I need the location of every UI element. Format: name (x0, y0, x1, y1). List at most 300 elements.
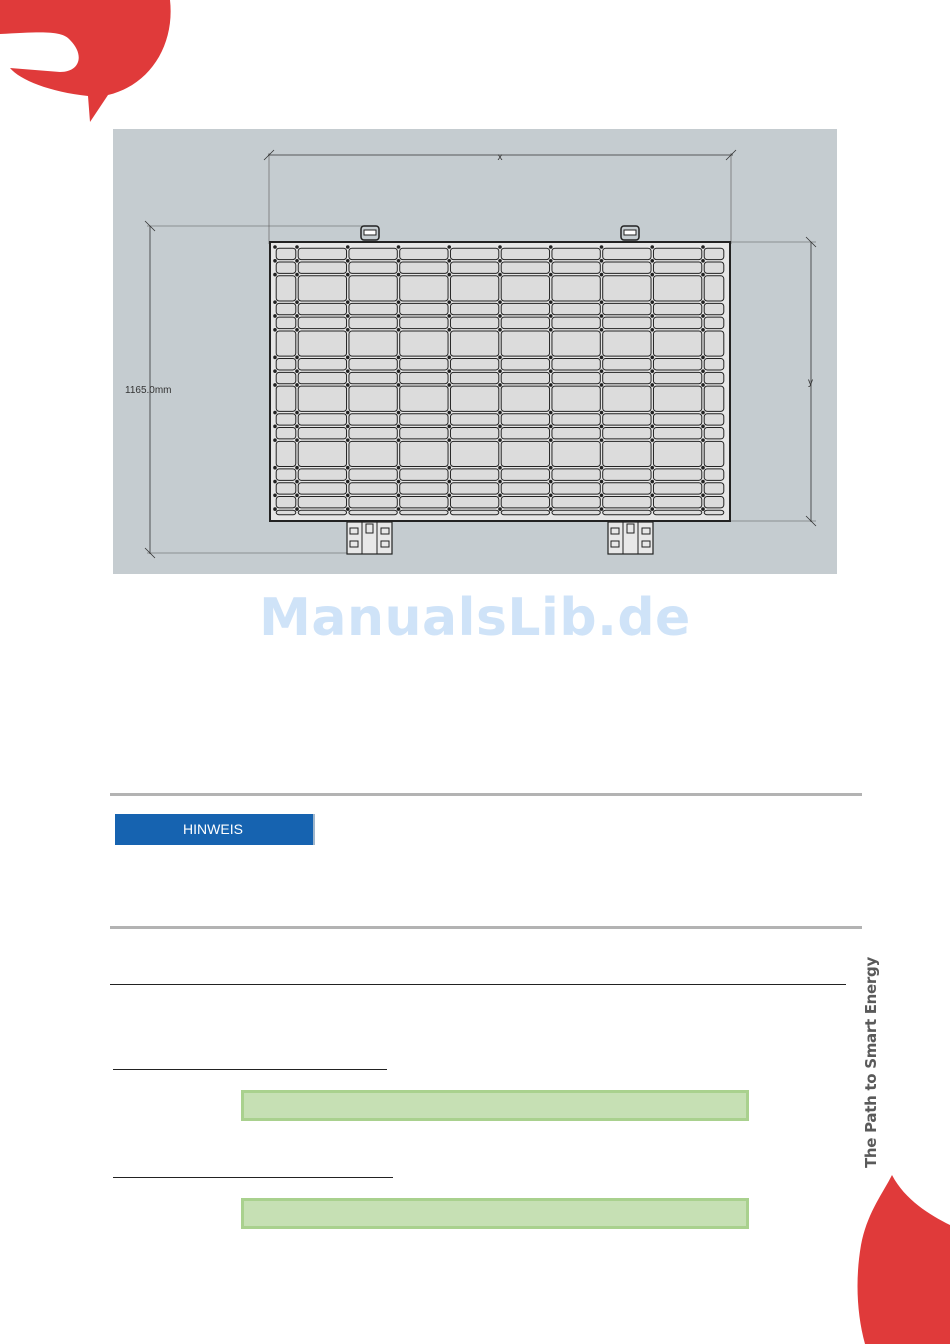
solar-cell (450, 441, 498, 466)
cell-junction (600, 300, 604, 304)
cell-junction (295, 314, 299, 318)
cell-junction (295, 494, 299, 498)
solar-cell (653, 359, 701, 370)
solar-cell (298, 497, 346, 508)
cell-junction (295, 245, 299, 249)
cell-junction (447, 328, 451, 332)
solar-cell (704, 414, 724, 425)
cell-junction (295, 259, 299, 263)
cell-junction (701, 356, 705, 360)
solar-cell (653, 386, 701, 411)
cell-junction (273, 411, 277, 415)
solar-cell (450, 276, 498, 301)
solar-cell (552, 441, 600, 466)
cell-junction (549, 273, 553, 277)
cell-junction (701, 411, 705, 415)
cell-junction (273, 383, 277, 387)
cell-junction (346, 480, 350, 484)
solar-cell (349, 386, 397, 411)
section-divider (110, 984, 846, 985)
solar-cell (276, 469, 296, 480)
solar-cell (400, 248, 448, 259)
cell-junction (549, 425, 553, 429)
solar-cell (653, 303, 701, 314)
cell-junction (346, 328, 350, 332)
solar-cell (653, 276, 701, 301)
solar-cell (704, 428, 724, 439)
cell-junction (397, 494, 401, 498)
solar-cell (603, 414, 651, 425)
solar-cell (704, 372, 724, 383)
cell-junction (650, 273, 654, 277)
bottom-bracket-right (608, 522, 653, 554)
cell-junction (295, 383, 299, 387)
solar-cell (552, 372, 600, 383)
side-tagline: The Path to Smart Energy (862, 957, 880, 1168)
cell-junction (650, 383, 654, 387)
solar-cell (349, 428, 397, 439)
cell-junction (701, 466, 705, 470)
cell-junction (273, 369, 277, 373)
solar-cell (349, 303, 397, 314)
corner-accent-shape (855, 1175, 950, 1344)
cell-junction (498, 466, 502, 470)
solar-cell (501, 331, 549, 356)
cell-junction (650, 438, 654, 442)
solar-cell (450, 331, 498, 356)
input-field-1[interactable] (241, 1090, 749, 1121)
solar-cell (450, 262, 498, 273)
solar-cell (298, 386, 346, 411)
cell-junction (447, 314, 451, 318)
cell-junction (295, 328, 299, 332)
cell-junction (273, 494, 277, 498)
top-clamp-left (361, 226, 379, 240)
cell-junction (447, 369, 451, 373)
solar-cell (276, 359, 296, 370)
cell-junction (397, 480, 401, 484)
solar-cell (552, 483, 600, 494)
solar-cell (603, 248, 651, 259)
solar-cell (298, 317, 346, 328)
cell-junction (650, 411, 654, 415)
cell-junction (447, 259, 451, 263)
solar-cell (704, 510, 724, 514)
cell-junction (600, 314, 604, 318)
cell-junction (295, 300, 299, 304)
cell-junction (346, 259, 350, 263)
cell-junction (346, 411, 350, 415)
solar-cell (552, 469, 600, 480)
solar-cell (276, 262, 296, 273)
cell-junction (701, 425, 705, 429)
solar-cell (704, 469, 724, 480)
cell-junction (397, 356, 401, 360)
cell-junction (397, 245, 401, 249)
cell-junction (397, 369, 401, 373)
cell-junction (295, 273, 299, 277)
solar-cell (603, 441, 651, 466)
notice-bottom-divider (110, 926, 862, 929)
solar-cell (298, 262, 346, 273)
solar-cell (450, 510, 498, 514)
solar-cell (276, 483, 296, 494)
solar-cell (349, 414, 397, 425)
solar-cell (298, 248, 346, 259)
solar-cell (501, 428, 549, 439)
solar-cell (704, 276, 724, 301)
cell-junction (701, 480, 705, 484)
solar-cell (400, 276, 448, 301)
solar-cell (400, 469, 448, 480)
cell-junction (273, 438, 277, 442)
solar-cell (298, 441, 346, 466)
solar-cell (450, 303, 498, 314)
solar-cell (450, 483, 498, 494)
cell-junction (650, 328, 654, 332)
solar-cell (552, 276, 600, 301)
solar-cell (501, 469, 549, 480)
cell-junction (346, 383, 350, 387)
cell-junction (447, 356, 451, 360)
solar-cell (276, 248, 296, 259)
cell-junction (549, 314, 553, 318)
solar-cell (653, 372, 701, 383)
cell-junction (650, 300, 654, 304)
solar-cell (704, 317, 724, 328)
solar-cell (400, 483, 448, 494)
cell-junction (650, 480, 654, 484)
cell-junction (600, 356, 604, 360)
cell-junction (498, 259, 502, 263)
cell-junction (498, 411, 502, 415)
cell-junction (549, 494, 553, 498)
solar-cell (450, 372, 498, 383)
solar-cell (552, 248, 600, 259)
solar-cell (349, 441, 397, 466)
cell-junction (273, 259, 277, 263)
cell-junction (498, 425, 502, 429)
cell-junction (346, 369, 350, 373)
cell-junction (346, 300, 350, 304)
solar-cell (653, 262, 701, 273)
solar-cell (603, 372, 651, 383)
solar-cell (349, 510, 397, 514)
cell-junction (295, 507, 299, 511)
solar-cell (400, 386, 448, 411)
solar-cell (603, 386, 651, 411)
cell-junction (295, 369, 299, 373)
cell-junction (273, 245, 277, 249)
solar-cell (603, 359, 651, 370)
solar-cell (298, 469, 346, 480)
solar-cell (552, 497, 600, 508)
cell-junction (600, 273, 604, 277)
solar-cell (298, 331, 346, 356)
input-field-2[interactable] (241, 1198, 749, 1229)
solar-cell (552, 414, 600, 425)
solar-cell (501, 441, 549, 466)
solar-cell (501, 317, 549, 328)
cell-junction (549, 300, 553, 304)
solar-cell (276, 303, 296, 314)
cell-junction (295, 411, 299, 415)
cell-junction (346, 494, 350, 498)
solar-cell (400, 414, 448, 425)
solar-cell (653, 317, 701, 328)
solar-cell (603, 469, 651, 480)
cell-junction (650, 245, 654, 249)
solar-cell (298, 276, 346, 301)
cell-junction (701, 494, 705, 498)
solar-cell (298, 510, 346, 514)
solar-cell (552, 317, 600, 328)
solar-cell (276, 510, 296, 514)
solar-cell (704, 497, 724, 508)
solar-cell (704, 386, 724, 411)
solar-cell (276, 317, 296, 328)
solar-cell (704, 262, 724, 273)
cell-junction (498, 314, 502, 318)
cell-junction (600, 438, 604, 442)
solar-cell (276, 331, 296, 356)
cell-junction (346, 356, 350, 360)
solar-cell (653, 510, 701, 514)
cell-junction (701, 438, 705, 442)
cell-junction (295, 438, 299, 442)
solar-cell (552, 386, 600, 411)
cell-junction (498, 356, 502, 360)
solar-cell (349, 317, 397, 328)
cell-junction (295, 425, 299, 429)
solar-cell (653, 441, 701, 466)
solar-cell (450, 386, 498, 411)
solar-cell (349, 276, 397, 301)
solar-cell (704, 441, 724, 466)
solar-cell (653, 483, 701, 494)
cell-junction (397, 466, 401, 470)
cell-junction (600, 369, 604, 373)
cell-junction (397, 507, 401, 511)
cell-junction (397, 328, 401, 332)
cell-junction (701, 314, 705, 318)
cell-junction (273, 314, 277, 318)
solar-cell (349, 483, 397, 494)
field-1-label-line (113, 1069, 387, 1070)
solar-cell (349, 372, 397, 383)
solar-cell (276, 497, 296, 508)
solar-cell (603, 510, 651, 514)
cell-junction (295, 466, 299, 470)
solar-cell (450, 248, 498, 259)
cell-junction (397, 273, 401, 277)
solar-cell (501, 483, 549, 494)
cell-junction (498, 300, 502, 304)
cell-junction (650, 259, 654, 263)
solar-cell (501, 510, 549, 514)
cell-junction (650, 466, 654, 470)
solar-cell (450, 428, 498, 439)
dim-right-label: y (808, 377, 813, 388)
solar-cell (501, 372, 549, 383)
cell-junction (498, 438, 502, 442)
cell-junction (447, 300, 451, 304)
solar-cell (349, 469, 397, 480)
cell-junction (273, 356, 277, 360)
solar-cell (704, 483, 724, 494)
solar-cell (450, 469, 498, 480)
cell-junction (549, 245, 553, 249)
solar-cell (298, 428, 346, 439)
solar-cell (276, 386, 296, 411)
notice-top-divider (110, 793, 862, 796)
cell-junction (397, 314, 401, 318)
cell-junction (701, 507, 705, 511)
solar-cell (349, 331, 397, 356)
cell-junction (447, 273, 451, 277)
solar-cell (552, 428, 600, 439)
cell-junction (701, 383, 705, 387)
cell-junction (549, 328, 553, 332)
cell-junction (273, 425, 277, 429)
solar-cell (450, 359, 498, 370)
watermark: ManualsLib.de (259, 588, 691, 648)
cell-junction (549, 259, 553, 263)
solar-cell (276, 414, 296, 425)
solar-cell (501, 262, 549, 273)
cell-junction (650, 507, 654, 511)
solar-cell (349, 248, 397, 259)
solar-cell (400, 262, 448, 273)
solar-cell (298, 483, 346, 494)
solar-cell (298, 372, 346, 383)
solar-cell (603, 303, 651, 314)
cell-junction (447, 466, 451, 470)
solar-cell (704, 359, 724, 370)
solar-cell (501, 303, 549, 314)
solar-cell (501, 359, 549, 370)
cell-junction (447, 438, 451, 442)
cell-junction (346, 314, 350, 318)
cell-junction (600, 425, 604, 429)
notice-badge: HINWEIS (115, 814, 315, 845)
cell-junction (295, 480, 299, 484)
cell-junction (346, 273, 350, 277)
cell-junction (600, 507, 604, 511)
cell-junction (447, 245, 451, 249)
solar-cell (276, 428, 296, 439)
cell-junction (650, 425, 654, 429)
cell-junction (273, 300, 277, 304)
solar-cell (400, 497, 448, 508)
cell-junction (273, 466, 277, 470)
cell-junction (600, 480, 604, 484)
cell-junction (273, 480, 277, 484)
cell-junction (549, 411, 553, 415)
solar-cell (653, 469, 701, 480)
solar-cell (298, 303, 346, 314)
solar-cell (704, 248, 724, 259)
cell-junction (600, 328, 604, 332)
solar-cell (704, 303, 724, 314)
cell-junction (498, 480, 502, 484)
dim-height-label: 1165.0mm (125, 385, 172, 396)
solar-cell (349, 359, 397, 370)
solar-cell (552, 359, 600, 370)
cell-junction (498, 328, 502, 332)
cell-junction (650, 356, 654, 360)
solar-cell (400, 331, 448, 356)
cell-junction (600, 466, 604, 470)
cell-junction (397, 383, 401, 387)
cell-junction (498, 383, 502, 387)
cell-junction (701, 273, 705, 277)
solar-cell (501, 414, 549, 425)
cell-junction (498, 369, 502, 373)
cell-junction (650, 494, 654, 498)
solar-cell (501, 276, 549, 301)
cell-junction (273, 328, 277, 332)
solar-cell (501, 386, 549, 411)
solar-cell (552, 510, 600, 514)
solar-cell (276, 441, 296, 466)
solar-cell (653, 248, 701, 259)
solar-cell (552, 331, 600, 356)
solar-cell (552, 262, 600, 273)
cell-junction (498, 245, 502, 249)
solar-cell (450, 414, 498, 425)
cell-junction (701, 369, 705, 373)
solar-cell (400, 441, 448, 466)
cell-junction (600, 411, 604, 415)
solar-cell (603, 276, 651, 301)
bottom-bracket-left (347, 522, 392, 554)
cell-junction (549, 369, 553, 373)
cell-junction (650, 369, 654, 373)
cell-junction (549, 356, 553, 360)
cell-junction (447, 494, 451, 498)
solar-cell (298, 359, 346, 370)
solar-cell (603, 317, 651, 328)
cell-junction (346, 245, 350, 249)
cell-junction (273, 507, 277, 511)
top-clamp-right (621, 226, 639, 240)
solar-cell (653, 428, 701, 439)
solar-cell (603, 483, 651, 494)
cell-junction (346, 438, 350, 442)
speech-bubble-logo (0, 0, 190, 130)
solar-cell (400, 428, 448, 439)
solar-cell (298, 414, 346, 425)
cell-junction (600, 383, 604, 387)
dim-width-label: x (497, 152, 503, 163)
cell-junction (447, 383, 451, 387)
cell-junction (600, 494, 604, 498)
cell-junction (397, 438, 401, 442)
cell-junction (650, 314, 654, 318)
solar-cell (400, 317, 448, 328)
cell-junction (498, 494, 502, 498)
cell-junction (498, 273, 502, 277)
cell-junction (549, 438, 553, 442)
solar-panel-drawing (113, 129, 837, 574)
solar-cell (603, 262, 651, 273)
solar-cell (501, 497, 549, 508)
cell-junction (397, 300, 401, 304)
solar-cell (349, 497, 397, 508)
cell-junction (549, 480, 553, 484)
solar-cell (276, 276, 296, 301)
